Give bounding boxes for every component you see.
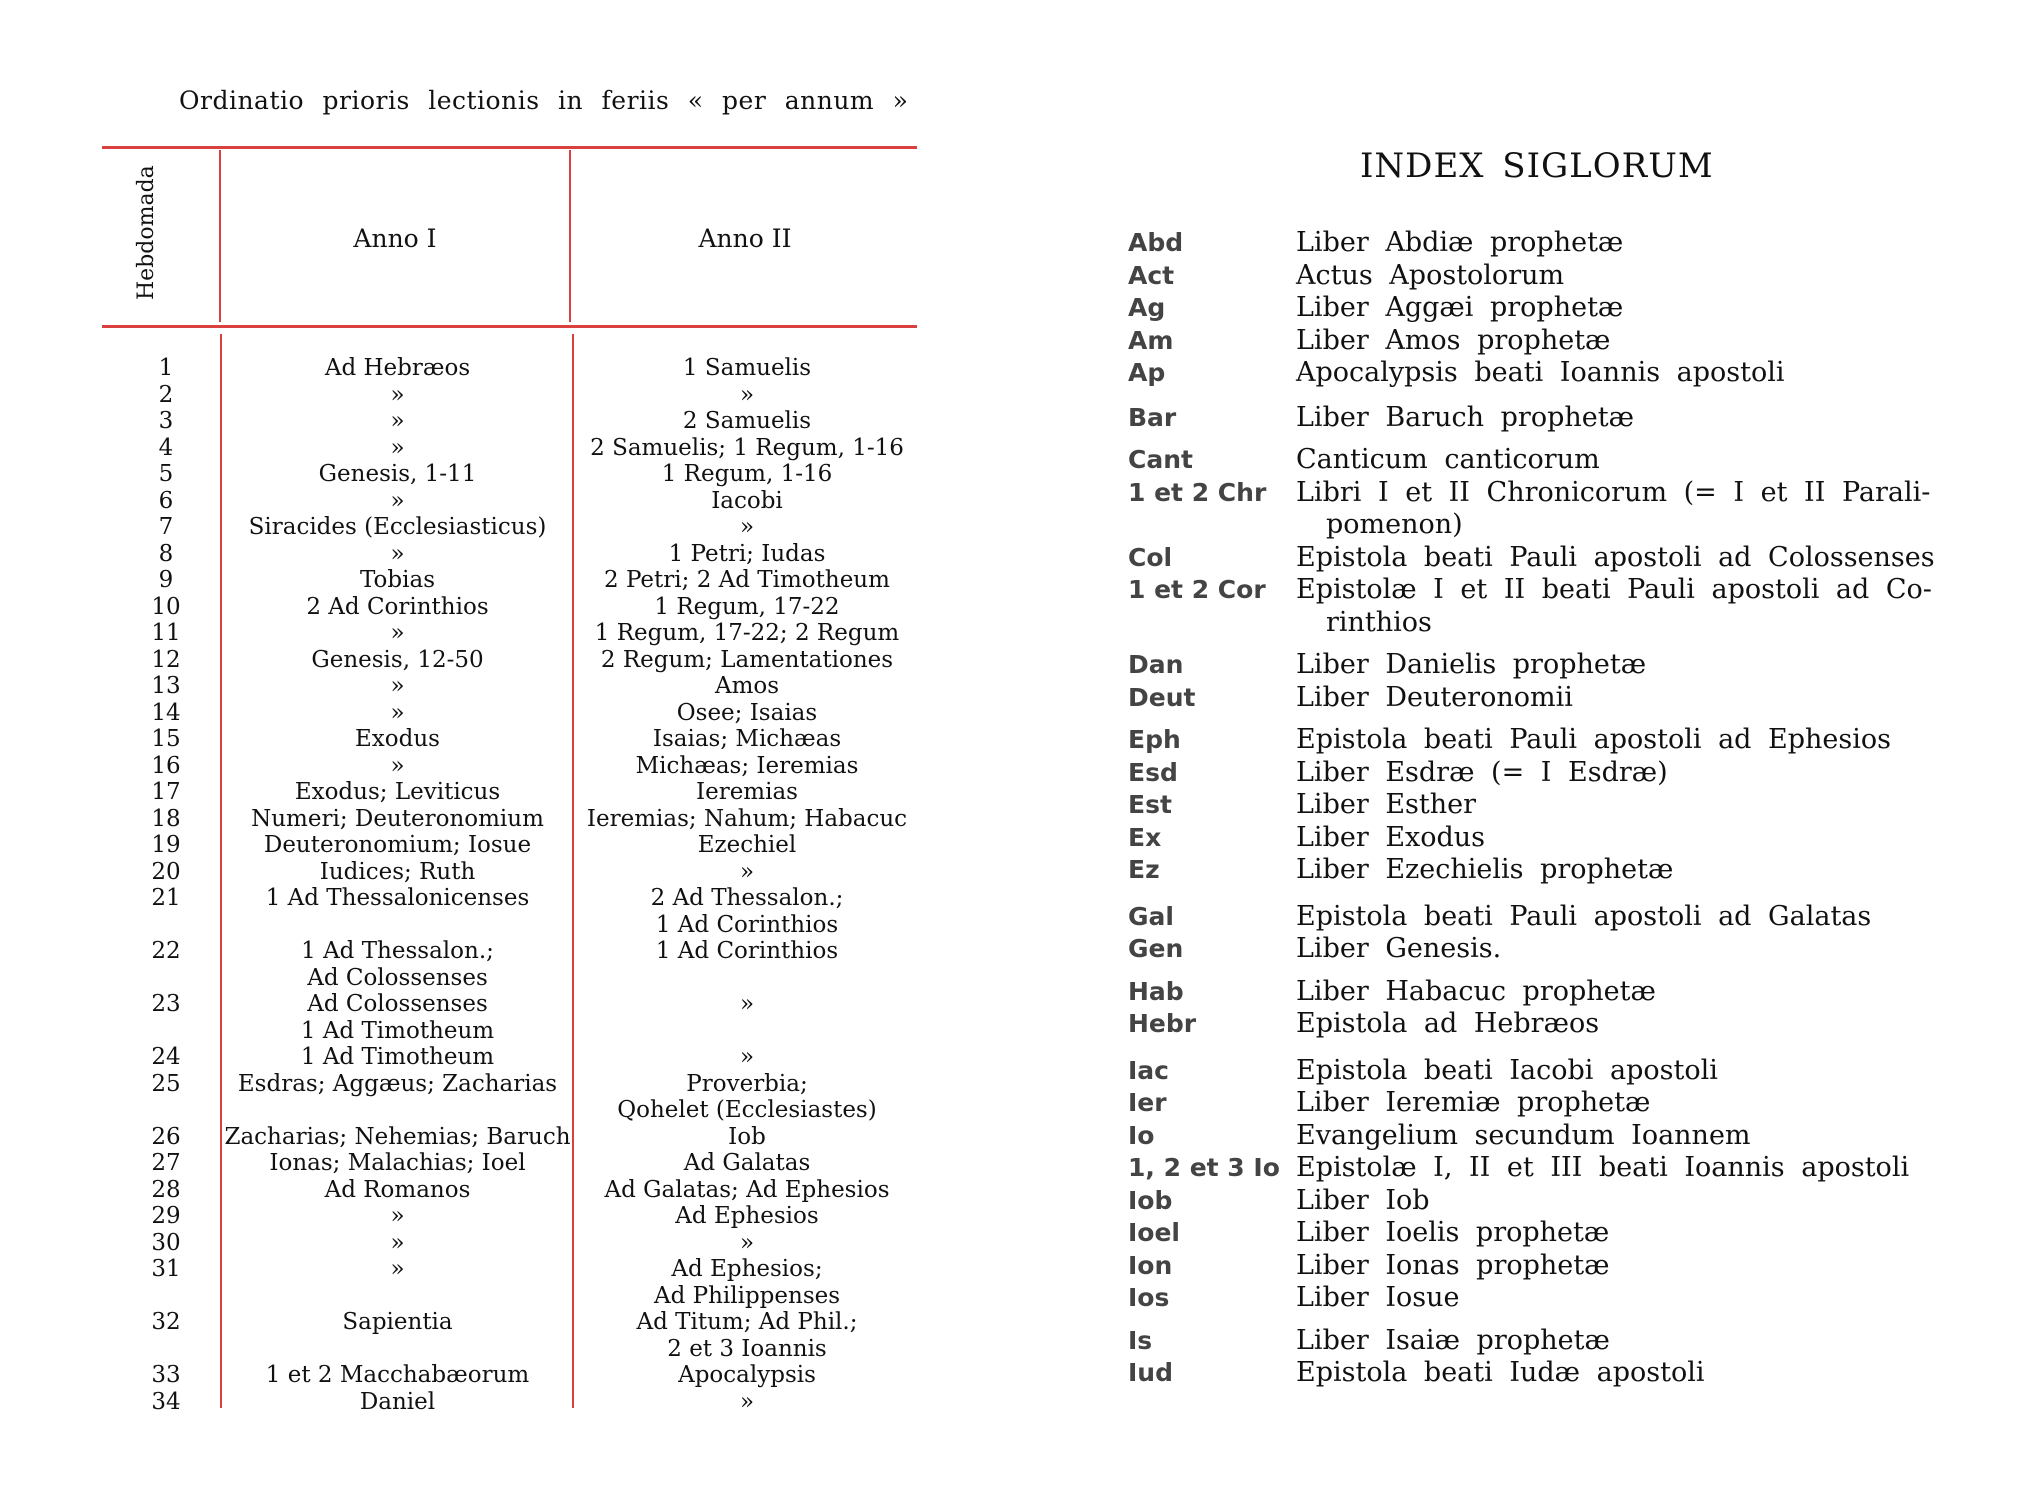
sigla-full-title: Epistola beati Iacobi apostoli — [1296, 1054, 1718, 1086]
sigla-abbreviation: Ex — [1128, 822, 1162, 852]
week-number: 11 — [151, 620, 181, 646]
sigla-abbreviation: Act — [1128, 260, 1175, 290]
table-top-rule — [102, 146, 917, 149]
sigla-abbreviation: Ioel — [1128, 1218, 1181, 1247]
right-page — [1100, 0, 2000, 1500]
anno-1-reading: Siracides (Ecclesiasticus) — [248, 514, 547, 540]
week-number: 10 — [151, 593, 181, 620]
sigla-full-title: Liber Genesis. — [1296, 933, 1502, 964]
anno-1-reading: Ad Colossenses — [307, 991, 488, 1017]
anno-2-reading: » — [739, 1388, 755, 1415]
anno-2-reading: Iacobi — [711, 487, 783, 514]
sigla-abbreviation: Dan — [1128, 650, 1184, 679]
anno-1-reading: Zacharias; Nehemias; Baruch — [224, 1123, 571, 1150]
anno-2-reading: Osee; Isaias — [676, 699, 818, 726]
anno-2-reading: 2 et 3 Ioannis — [667, 1335, 827, 1362]
week-number: 18 — [151, 805, 181, 832]
sigla-abbreviation: Eph — [1128, 725, 1181, 754]
anno-2-reading: 2 Samuelis — [682, 408, 812, 434]
sigla-abbreviation: Ag — [1128, 293, 1166, 322]
anno-1-reading: Numeri; Deuteronomium — [251, 805, 544, 832]
anno-2-reading: » — [739, 991, 755, 1017]
anno-1-reading: Genesis, 1-11 — [318, 461, 477, 487]
week-number: 13 — [151, 673, 181, 699]
anno-2-reading: Ad Philippenses — [653, 1282, 841, 1309]
anno-2-reading: 1 Ad Corinthios — [655, 911, 839, 938]
week-number: 19 — [151, 832, 181, 858]
week-number: 17 — [151, 779, 181, 805]
week-number: 27 — [151, 1150, 181, 1176]
anno-2-reading: 2 Samuelis; 1 Regum, 1-16 — [590, 434, 904, 461]
anno-2-reading: Ieremias — [696, 779, 798, 805]
sigla-abbreviation: Ez — [1128, 855, 1160, 884]
anno-2-reading: 1 Samuelis — [682, 355, 812, 381]
anno-2-reading: 1 Regum, 17-22; 2 Regum — [594, 620, 900, 646]
anno-2-reading: » — [739, 381, 755, 408]
sigla-abbreviation: Gen — [1128, 934, 1184, 963]
anno-1-reading: » — [390, 487, 405, 514]
week-number: 21 — [151, 885, 181, 911]
week-number: 20 — [151, 858, 181, 885]
sigla-abbreviation: Ap — [1128, 358, 1166, 387]
anno-2-reading: 2 Ad Thessalon.; — [650, 885, 844, 911]
sigla-abbreviation: Deut — [1128, 682, 1196, 712]
anno-2-reading: Michæas; Ieremias — [635, 752, 859, 779]
week-number: 8 — [158, 540, 174, 567]
anno-2-reading: 1 Regum, 1-16 — [661, 461, 833, 487]
week-number: 9 — [158, 567, 174, 593]
sigla-full-title: Liber Esdræ (= I Esdræ) — [1296, 756, 1668, 788]
week-number: 31 — [151, 1256, 181, 1282]
anno-1-reading: Sapientia — [342, 1309, 453, 1335]
table-header-rule — [102, 325, 917, 328]
anno-2-reading: 1 Regum, 17-22 — [654, 593, 840, 620]
sigla-full-title: Epistola beati Pauli apostoli ad Ephesios — [1296, 724, 1892, 755]
anno-2-reading: 2 Petri; 2 Ad Timotheum — [604, 567, 890, 593]
index-title: INDEX SIGLORUM — [1360, 146, 1714, 186]
anno-1-reading: » — [390, 620, 405, 646]
sigla-full-title: Liber Aggæi prophetæ — [1296, 292, 1624, 323]
week-number: 12 — [151, 646, 181, 673]
week-number: 14 — [151, 699, 181, 726]
sigla-full-title: Liber Danielis prophetæ — [1296, 649, 1647, 680]
sigla-full-title: Apocalypsis beati Ioannis apostoli — [1296, 357, 1785, 388]
anno-1-reading: » — [390, 1203, 405, 1229]
sigla-full-title: Liber Habacuc prophetæ — [1296, 975, 1656, 1007]
sigla-abbreviation: 1 et 2 Cor — [1128, 575, 1266, 604]
anno-1-reading: » — [390, 1229, 405, 1256]
sigla-full-title: Actus Apostolorum — [1296, 259, 1565, 291]
anno-1-reading: » — [390, 1256, 405, 1282]
anno-1-reading: Deuteronomium; Iosue — [263, 832, 532, 858]
sigla-abbreviation: Am — [1128, 325, 1174, 355]
anno-1-reading: 1 Ad Thessalonicenses — [265, 885, 530, 911]
anno-1-reading: Ad Romanos — [324, 1176, 471, 1203]
week-number: 6 — [158, 487, 174, 514]
sigla-full-title: Libri I et II Chronicorum (= I et II Parali- — [1296, 476, 1931, 508]
anno-2-reading: Apocalypsis — [678, 1362, 816, 1388]
anno-1-reading: 1 Ad Thessalon.; — [301, 938, 494, 964]
sigla-abbreviation: 1, 2 et 3 Io — [1128, 1153, 1280, 1182]
anno-1-reading: 1 Ad Timotheum — [300, 1044, 495, 1070]
anno-1-reading: Exodus; Leviticus — [294, 779, 501, 805]
sigla-full-title: Liber Esther — [1296, 789, 1477, 820]
sigla-full-title: rinthios — [1326, 606, 1432, 638]
week-number: 4 — [158, 434, 174, 461]
sigla-abbreviation: Est — [1128, 790, 1172, 819]
anno-2-reading: » — [739, 858, 755, 885]
anno-2-reading: Ad Galatas — [683, 1150, 811, 1176]
anno-2-reading: Ad Ephesios — [675, 1203, 819, 1229]
anno-1-reading: Genesis, 12-50 — [311, 646, 484, 673]
sigla-full-title: Liber Iob — [1296, 1184, 1430, 1216]
anno-2-reading: » — [739, 1229, 755, 1256]
anno-1-reading: » — [390, 381, 405, 408]
anno-2-reading: Isaias; Michæas — [652, 726, 842, 752]
week-number: 33 — [151, 1362, 181, 1388]
sigla-full-title: Liber Abdiæ prophetæ — [1296, 227, 1624, 258]
sigla-abbreviation: Esd — [1128, 757, 1178, 787]
anno-1-reading: Esdras; Aggæus; Zacharias — [237, 1070, 558, 1097]
anno-2-reading: » — [739, 1044, 755, 1070]
week-number: 5 — [158, 461, 174, 487]
week-number: 28 — [151, 1176, 181, 1203]
sigla-full-title: Liber Baruch prophetæ — [1296, 401, 1634, 433]
anno-2-reading: Ezechiel — [697, 832, 797, 858]
anno-2-reading: Proverbia; — [686, 1070, 808, 1097]
sigla-full-title: Liber Ezechielis prophetæ — [1296, 854, 1674, 885]
sigla-full-title: Liber Exodus — [1296, 821, 1486, 853]
header-anno-1: Anno I — [353, 224, 437, 253]
sigla-full-title: Liber Ioelis prophetæ — [1296, 1217, 1610, 1248]
sigla-full-title: Epistola beati Pauli apostoli ad Colossenses — [1296, 541, 1935, 573]
anno-2-reading: Ieremias; Nahum; Habacuc — [586, 805, 908, 832]
week-number: 3 — [158, 408, 174, 434]
sigla-full-title: Canticum canticorum — [1296, 444, 1600, 475]
sigla-full-title: Epistolæ I et II beati Pauli apostoli ad Co- — [1296, 574, 1932, 605]
sigla-full-title: Liber Amos prophetæ — [1296, 324, 1611, 356]
sigla-abbreviation: Abd — [1128, 228, 1184, 257]
sigla-abbreviation: Ier — [1128, 1088, 1167, 1117]
sigla-full-title: Liber Iosue — [1296, 1282, 1460, 1313]
sigla-abbreviation: Iud — [1128, 1358, 1173, 1387]
week-number: 16 — [151, 752, 181, 779]
sigla-abbreviation: Col — [1128, 542, 1173, 572]
header-anno-2: Anno II — [698, 224, 792, 253]
anno-1-reading: Ad Colossenses — [307, 964, 488, 991]
anno-2-reading: Iob — [728, 1123, 766, 1150]
sigla-abbreviation: Bar — [1128, 402, 1177, 432]
week-number: 32 — [151, 1309, 181, 1335]
sigla-abbreviation: Is — [1128, 1325, 1153, 1355]
anno-2-reading: » — [739, 514, 755, 540]
anno-1-reading: Ad Hebræos — [324, 355, 471, 381]
anno-2-reading: Qohelet (Ecclesiastes) — [617, 1097, 877, 1123]
sigla-full-title: Epistola ad Hebræos — [1296, 1008, 1600, 1039]
anno-1-reading: » — [390, 752, 405, 779]
anno-1-reading: 1 Ad Timotheum — [300, 1017, 495, 1044]
week-number: 7 — [158, 514, 174, 540]
anno-1-reading: Ionas; Malachias; Ioel — [269, 1150, 526, 1176]
anno-2-reading: Ad Ephesios; — [671, 1256, 823, 1282]
week-number: 15 — [151, 726, 181, 752]
sigla-full-title: pomenon) — [1326, 509, 1463, 540]
table-caption: Ordinatio prioris lectionis in feriis « per annum » — [179, 86, 909, 115]
sigla-full-title: Liber Isaiæ prophetæ — [1296, 1324, 1610, 1356]
anno-1-reading: » — [390, 540, 405, 567]
anno-2-reading: 2 Regum; Lamentationes — [600, 646, 894, 673]
week-number: 26 — [151, 1123, 181, 1150]
week-number: 23 — [151, 991, 181, 1017]
left-page — [0, 0, 960, 1500]
sigla-full-title: Epistolæ I, II et III beati Ioannis apostoli — [1296, 1152, 1910, 1183]
anno-1-reading: Exodus — [355, 726, 440, 752]
anno-1-reading: Daniel — [359, 1388, 436, 1415]
sigla-full-title: Liber Ionas prophetæ — [1296, 1249, 1610, 1281]
anno-2-reading: Ad Titum; Ad Phil.; — [636, 1309, 858, 1335]
week-number: 34 — [151, 1388, 181, 1415]
week-number: 2 — [158, 381, 174, 408]
week-number: 30 — [151, 1229, 181, 1256]
week-number: 1 — [158, 355, 174, 381]
anno-1-reading: 1 et 2 Macchabæorum — [265, 1362, 530, 1388]
sigla-abbreviation: 1 et 2 Chr — [1128, 477, 1267, 507]
anno-1-reading: » — [390, 408, 405, 434]
week-number: 22 — [151, 938, 181, 964]
anno-1-reading: 2 Ad Corinthios — [306, 593, 489, 620]
sigla-abbreviation: Ion — [1128, 1250, 1173, 1280]
anno-2-reading: Ad Galatas; Ad Ephesios — [604, 1176, 890, 1203]
sigla-abbreviation: Iob — [1128, 1185, 1173, 1215]
week-number: 29 — [151, 1203, 181, 1229]
anno-2-reading: Amos — [714, 673, 780, 699]
sigla-abbreviation: Io — [1128, 1120, 1155, 1150]
sigla-abbreviation: Gal — [1128, 901, 1174, 931]
anno-1-reading: » — [390, 434, 405, 461]
sigla-abbreviation: Cant — [1128, 445, 1193, 474]
sigla-full-title: Epistola beati Iudæ apostoli — [1296, 1357, 1705, 1388]
sigla-abbreviation: Iac — [1128, 1055, 1169, 1085]
header-week: Hebdomada — [134, 165, 159, 300]
sigla-full-title: Liber Deuteronomii — [1296, 681, 1573, 713]
week-number: 24 — [151, 1044, 181, 1070]
anno-1-reading: Iudices; Ruth — [319, 858, 476, 885]
anno-1-reading: » — [390, 673, 405, 699]
sigla-abbreviation: Hebr — [1128, 1009, 1197, 1038]
anno-2-reading: 1 Petri; Iudas — [668, 540, 826, 567]
sigla-full-title: Liber Ieremiæ prophetæ — [1296, 1087, 1651, 1118]
sigla-full-title: Epistola beati Pauli apostoli ad Galatas — [1296, 900, 1872, 932]
anno-2-reading: 1 Ad Corinthios — [655, 938, 839, 964]
sigla-full-title: Evangelium secundum Ioannem — [1296, 1119, 1751, 1151]
sigla-abbreviation: Ios — [1128, 1283, 1170, 1312]
sigla-abbreviation: Hab — [1128, 976, 1184, 1006]
anno-1-reading: Tobias — [360, 567, 435, 593]
anno-1-reading: » — [390, 699, 405, 726]
week-number: 25 — [151, 1070, 181, 1097]
